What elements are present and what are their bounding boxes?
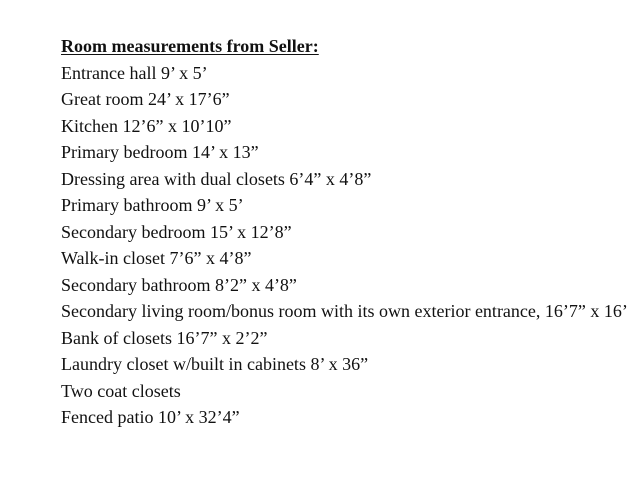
measurement-item-walk-in-closet: Walk-in closet 7’6” x 4’8”	[61, 248, 252, 268]
measurement-item-secondary-bathroom: Secondary bathroom 8’2” x 4’8”	[61, 274, 297, 295]
measurement-item-entrance-hall: Entrance hall 9’ x 5’	[61, 62, 208, 83]
measurement-item-secondary-living-room: Secondary living room/bonus room with its own exterior entrance, 16’7” x 16’	[61, 301, 628, 321]
measurement-item-dressing-area: Dressing area with dual closets 6’4” x 4’8”	[61, 168, 372, 189]
room-measurements-document	[61, 33, 631, 431]
measurement-item-kitchen: Kitchen 12’6” x 10’10”	[61, 115, 232, 136]
measurement-item-great-room: Great room 24’ x 17’6”	[61, 89, 230, 109]
measurement-item-primary-bedroom: Primary bedroom 14’ x 13”	[61, 142, 259, 162]
measurement-item-secondary-bedroom: Secondary bedroom 15’ x 12’8”	[61, 221, 292, 242]
document-heading: Room measurements from Seller:	[61, 36, 319, 56]
measurement-item-laundry-closet: Laundry closet w/built in cabinets 8’ x 36”	[61, 354, 369, 374]
measurement-item-bank-of-closets: Bank of closets 16’7” x 2’2”	[61, 327, 268, 348]
measurement-item-coat-closets: Two coat closets	[61, 380, 181, 401]
measurement-item-fenced-patio: Fenced patio 10’ x 32’4”	[61, 407, 240, 427]
measurement-item-primary-bathroom: Primary bathroom 9’ x 5’	[61, 195, 244, 215]
